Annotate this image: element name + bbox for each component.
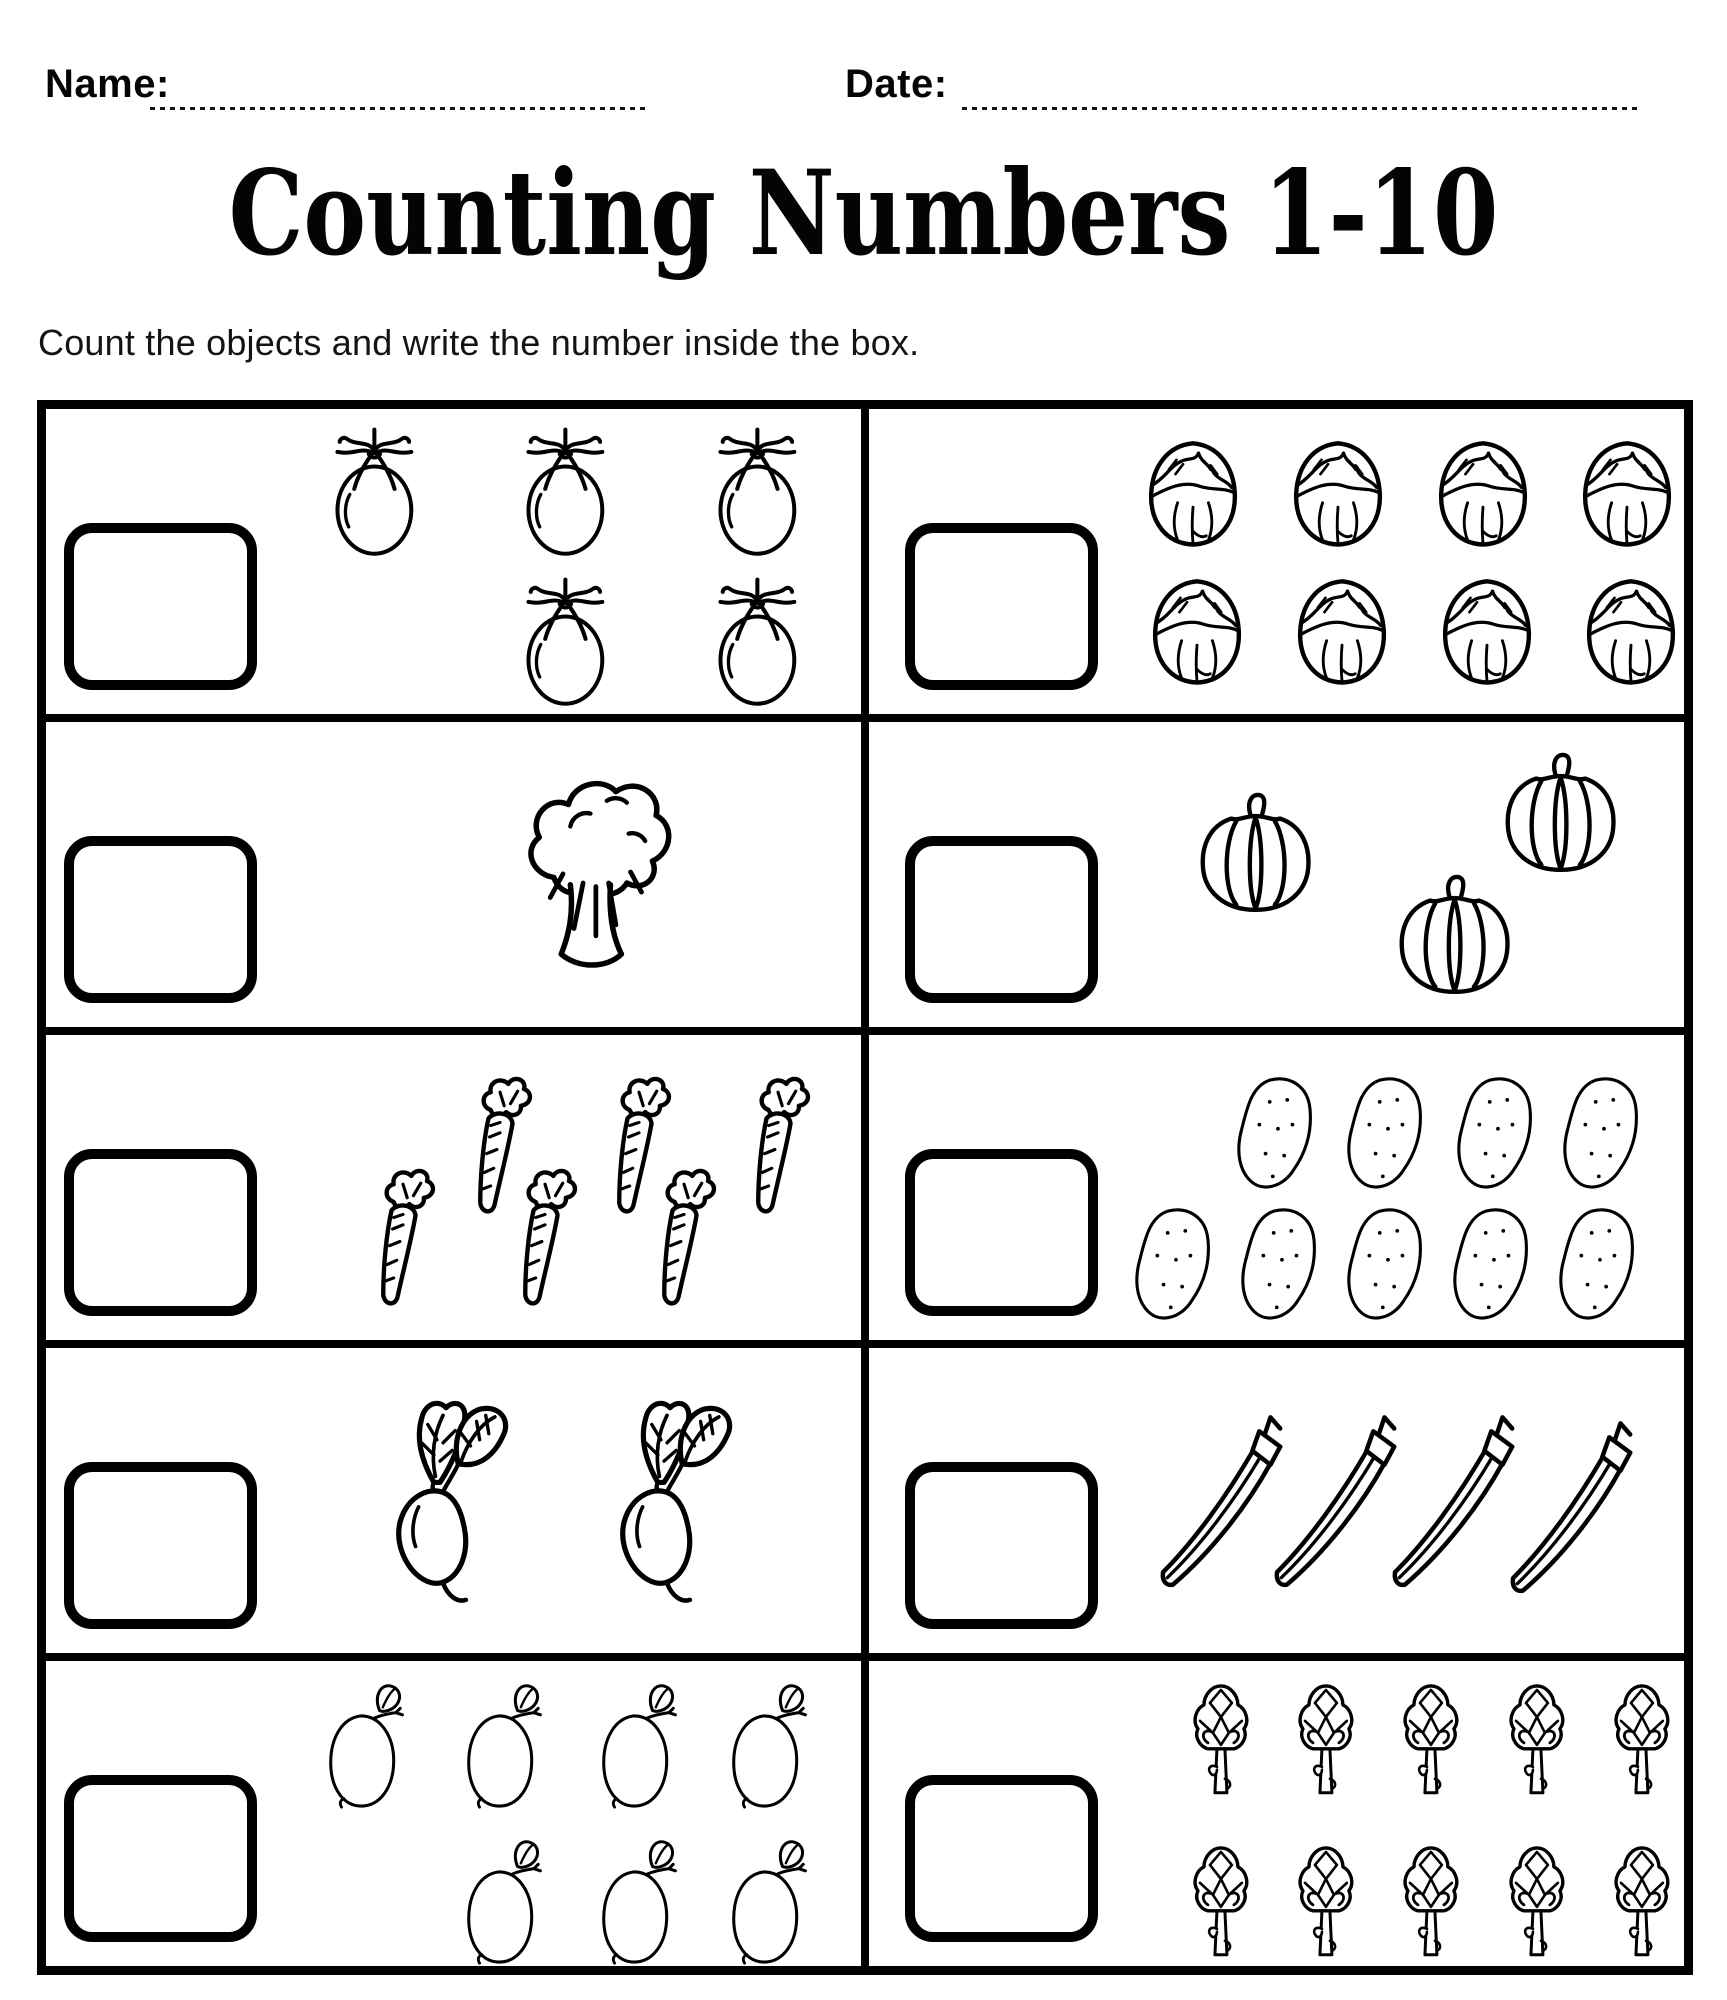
date-line[interactable] xyxy=(962,106,1642,110)
tomato-icon xyxy=(490,424,641,558)
lemon-icon xyxy=(584,1679,694,1822)
name-label: Name: xyxy=(45,62,170,106)
carrot-icon xyxy=(633,1148,727,1337)
counting-cell-okra xyxy=(865,1344,1688,1657)
cabbage-icon xyxy=(1283,436,1393,552)
potato-icon xyxy=(1338,1206,1432,1328)
potato-icon xyxy=(1338,1075,1432,1197)
potato-icon xyxy=(1444,1206,1538,1328)
beet-icon xyxy=(360,1394,535,1611)
cabbage-icon xyxy=(1287,574,1397,690)
carrot-icon xyxy=(727,1056,821,1245)
tomato-icon xyxy=(682,424,833,558)
cabbage-icon xyxy=(1576,574,1686,690)
potato-icon xyxy=(1228,1075,1322,1197)
beet-icon xyxy=(584,1394,759,1611)
potato-icon xyxy=(1550,1206,1644,1328)
cabbage-icon xyxy=(1572,436,1682,552)
answer-box-lemon[interactable] xyxy=(64,1775,257,1942)
counting-cell-broccoli xyxy=(42,718,865,1031)
answer-box-tomato[interactable] xyxy=(64,523,257,690)
artichoke-icon xyxy=(1497,1679,1577,1841)
answer-box-potato[interactable] xyxy=(905,1149,1098,1316)
date-label: Date: xyxy=(845,62,948,106)
counting-cell-beet xyxy=(42,1344,865,1657)
lemon-icon xyxy=(714,1679,824,1822)
potato-icon xyxy=(1126,1206,1220,1328)
artichoke-icon xyxy=(1181,1841,1261,1970)
potato-icon xyxy=(1448,1075,1542,1197)
lemon-icon xyxy=(449,1835,559,1970)
cabbage-icon xyxy=(1432,574,1542,690)
artichoke-icon xyxy=(1286,1679,1366,1841)
artichoke-icon xyxy=(1181,1679,1261,1841)
broccoli-icon xyxy=(494,768,698,972)
page-title: Counting Numbers 1-10 xyxy=(228,145,1499,283)
instruction-text: Count the objects and write the number inside the box. xyxy=(38,322,920,363)
lemon-icon xyxy=(449,1679,559,1822)
pumpkin-icon xyxy=(1378,871,1531,1002)
answer-box-beet[interactable] xyxy=(64,1462,257,1629)
tomato-icon xyxy=(299,424,450,558)
artichoke-icon xyxy=(1391,1841,1471,1970)
artichoke-icon xyxy=(1286,1841,1366,1970)
answer-box-artichoke[interactable] xyxy=(905,1775,1098,1942)
pumpkin-icon xyxy=(1179,789,1332,920)
lemon-icon xyxy=(311,1679,421,1822)
counting-grid xyxy=(37,400,1693,1975)
potato-icon xyxy=(1554,1075,1648,1197)
potato-icon xyxy=(1232,1206,1326,1328)
artichoke-icon xyxy=(1602,1841,1682,1970)
answer-box-pumpkin[interactable] xyxy=(905,836,1098,1003)
lemon-icon xyxy=(714,1835,824,1970)
counting-cell-carrot xyxy=(42,1031,865,1344)
answer-box-okra[interactable] xyxy=(905,1462,1098,1629)
counting-cell-potato xyxy=(865,1031,1688,1344)
lemon-icon xyxy=(584,1835,694,1970)
counting-cell-tomato xyxy=(42,405,865,718)
counting-cell-lemon xyxy=(42,1657,865,1970)
carrot-icon xyxy=(494,1148,588,1337)
cabbage-icon xyxy=(1428,436,1538,552)
pumpkin-icon xyxy=(1484,749,1637,880)
artichoke-icon xyxy=(1391,1679,1471,1841)
tomato-icon xyxy=(490,574,641,708)
cabbage-icon xyxy=(1138,436,1248,552)
counting-cell-pumpkin xyxy=(865,718,1688,1031)
okra-icon xyxy=(1476,1415,1676,1610)
counting-cell-artichoke xyxy=(865,1657,1688,1970)
answer-box-broccoli[interactable] xyxy=(64,836,257,1003)
tomato-icon xyxy=(682,574,833,708)
cabbage-icon xyxy=(1142,574,1252,690)
artichoke-icon xyxy=(1497,1841,1577,1970)
name-line[interactable] xyxy=(150,106,650,110)
answer-box-cabbage[interactable] xyxy=(905,523,1098,690)
artichoke-icon xyxy=(1602,1679,1682,1841)
counting-cell-cabbage xyxy=(865,405,1688,718)
answer-box-carrot[interactable] xyxy=(64,1149,257,1316)
carrot-icon xyxy=(352,1148,446,1337)
